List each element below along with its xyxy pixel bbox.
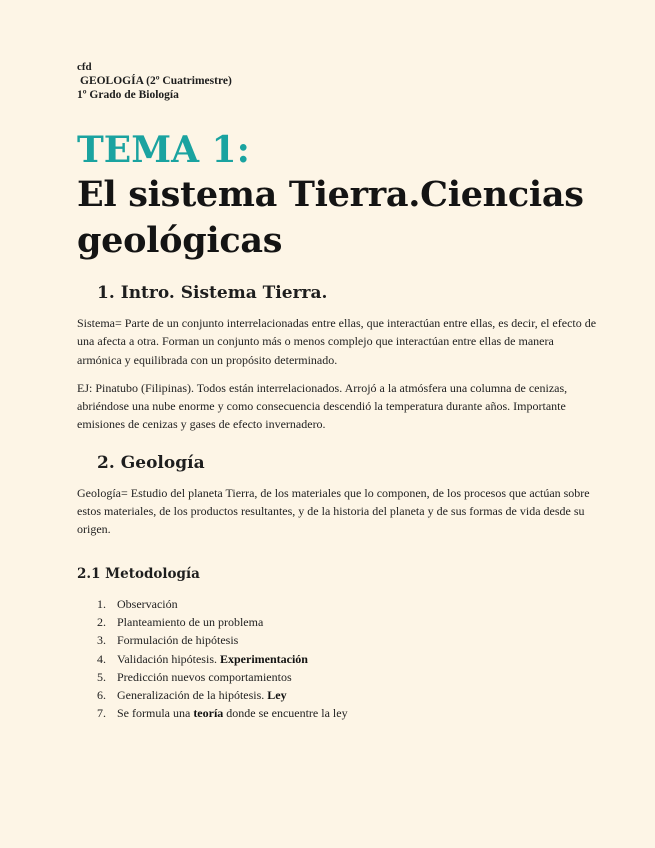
- section-title: Intro. Sistema Tierra.: [120, 283, 328, 303]
- paragraph-geologia: Geología= Estudio del planeta Tierra, de los materiales que lo componen, de los procesos que actúan sobre estos materiales, de los productos resultantes, y de la historia del planeta y de sus formas de vida desde su origen.: [77, 485, 590, 537]
- section-heading-geologia: [77, 452, 597, 474]
- list-item: 2. Planteamiento de un problema: [97, 614, 264, 629]
- bold-term: Ley: [267, 688, 287, 703]
- bold-term: Experimentación: [219, 651, 308, 666]
- list-item: 1. Observación: [97, 596, 178, 611]
- tema-label: TEMA 1:: [77, 129, 250, 171]
- list-item: 7. Se formula una teoría donde se encuentre la ley: [97, 706, 348, 721]
- section-number: 1.: [97, 283, 115, 303]
- document-header: [77, 60, 597, 102]
- list-item: 3. Formulación de hipótesis: [97, 633, 239, 648]
- header-course: GEOLOGÍA (2º Cuatrimestre): [80, 75, 232, 87]
- document-title: El sistema Tierra.Ciencias geológicas: [77, 174, 584, 261]
- list-item: 4. Validación hipótesis. Experimentación: [97, 651, 308, 666]
- section-title: Geología: [120, 452, 205, 473]
- subsection-heading-metodologia: 2.1 Metodología: [77, 565, 200, 582]
- list-item: 5. Predicción nuevos comportamientos: [97, 669, 292, 684]
- paragraph-sistema: Sistema= Parte de un conjunto interrelacionadas entre ellas, que interactúan entre ellas, es decir, el efecto de una afecta a otra. Forman un conjunto más o menos complejo que interactúan entre ellas de manera armónica y equilibrada con un propósito determinado.: [77, 316, 597, 367]
- methodology-list: [77, 595, 597, 723]
- section-number: 2.: [97, 452, 115, 473]
- header-degree: 1º Grado de Biología: [77, 89, 179, 101]
- header-tag: cfd: [77, 61, 92, 73]
- paragraph-pinatubo: EJ: Pinatubo (Filipinas). Todos están interrelacionados. Arrojó a la atmósfera una columna de cenizas, abriéndose una nube enorme y como consecuencia descendió la temperatura durante años. Importante emisiones de cenizas y gases de efecto invernadero.: [77, 380, 568, 432]
- section-heading-intro: [77, 282, 597, 304]
- bold-term: teoría: [193, 706, 224, 721]
- list-item: 6. Generalización de la hipótesis. Ley: [97, 688, 287, 703]
- document-page: [77, 60, 597, 723]
